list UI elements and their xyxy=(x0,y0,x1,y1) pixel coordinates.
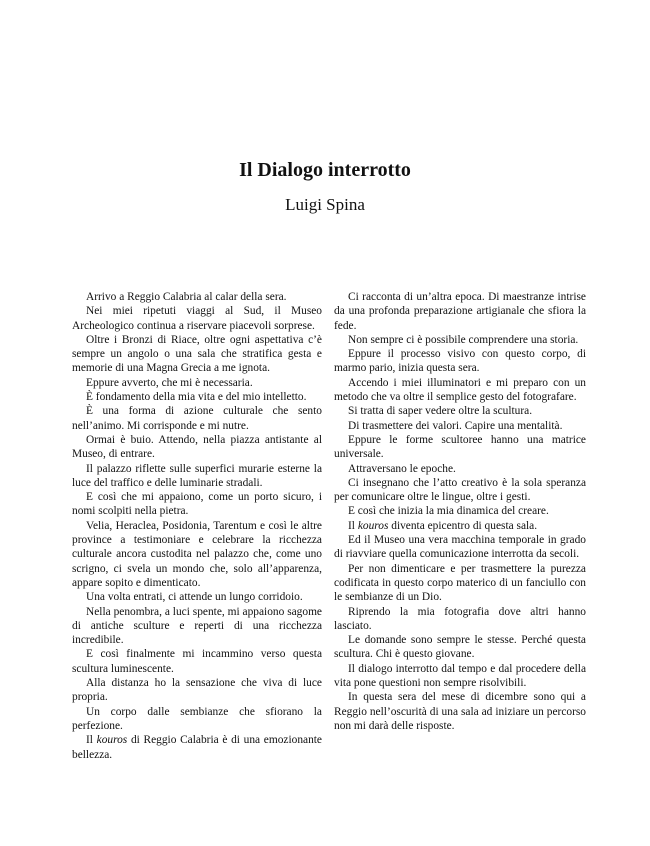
paragraph: Per non dimenticare e per trasmettere la purezza codificata in questo corpo materico di un fanciullo con le sembianze di un Dio. xyxy=(334,562,586,604)
paragraph-text: Il xyxy=(86,734,97,747)
paragraph: E così che inizia la mia dinamica del creare. xyxy=(348,505,549,518)
paragraph: Ci racconta di un’altra epoca. Di maestranze intrise da una profonda preparazione artigianale che sfiora la fede. xyxy=(334,291,586,332)
paragraph: In questa sera del mese di dicembre sono qui a Reggio nell’oscurità di una sala ad iniziare un percorso non mi darà delle risposte. xyxy=(334,691,586,732)
paragraph: Ed il Museo una vera macchina temporale in grado di riavviare quella comunicazione interrotta da secoli. xyxy=(334,534,586,561)
paragraph: Accendo i miei illuminatori e mi preparo con un metodo che va oltre il semplice gesto del fotografare. xyxy=(334,376,586,404)
paragraph: Il dialogo interrotto dal tempo e dal procedere della vita pone questioni non sempre risolvibili. xyxy=(334,662,586,690)
paragraph: Nella penombra, a luci spente, mi appaiono sagome di antiche sculture e reperti di una ricchezza incredibile. xyxy=(72,605,322,647)
italic-term: kouros xyxy=(96,734,128,747)
paragraph: Nei miei ripetuti viaggi al Sud, il Museo Archeologico continua a riservare piacevoli sorprese. xyxy=(72,305,322,332)
paragraph: Una volta entrati, ci attende un lungo corridoio. xyxy=(86,591,303,604)
paragraph-text: di Reggio Calabria è di una emozionante bellezza. xyxy=(72,734,322,761)
paragraph: Il palazzo riflette sulle superfici murarie esterne la luce del traffico e delle luminarie stradali. xyxy=(72,462,322,489)
paragraph xyxy=(72,733,322,762)
paragraph: Eppure il processo visivo con questo corpo, di marmo pario, inizia questa sera. xyxy=(334,348,586,375)
paragraph: E così che mi appaiono, come un porto sicuro, i nomi scolpiti nella pietra. xyxy=(72,491,322,518)
paragraph: E così finalmente mi incammino verso questa scultura luminescente. xyxy=(72,648,322,675)
paragraph xyxy=(334,519,586,533)
paragraph-text: diventa epicentro di questa sala. xyxy=(388,519,538,532)
paragraph: Velia, Heraclea, Posidonia, Tarentum e così le altre province a testimoniare e celebrare la ricchezza culturale ancora custodita nel palazzo che, come uno scrigno, ci svela un mondo che, solo all’apparenza, appare sopito e dimenticato. xyxy=(72,519,322,589)
article-title: Il Dialogo interrotto xyxy=(239,159,411,181)
paragraph: Non sempre ci è possibile comprendere una storia. xyxy=(348,333,579,346)
paragraph: Eppure avverto, che mi è necessaria. xyxy=(86,376,253,389)
paragraph-text: Il xyxy=(348,519,358,532)
italic-term: kouros xyxy=(357,519,389,532)
paragraph: Alla distanza ho la sensazione che viva di luce propria. xyxy=(72,677,322,704)
paragraph: Un corpo dalle sembianze che sfiorano la perfezione. xyxy=(72,705,322,732)
author-name: Luigi Spina xyxy=(285,195,365,214)
paragraph: Di trasmettere dei valori. Capire una mentalità. xyxy=(348,419,563,432)
paragraph: Riprendo la mia fotografia dove altri hanno lasciato. xyxy=(334,605,586,632)
paragraph: È fondamento della mia vita e del mio intelletto. xyxy=(86,391,307,404)
left-text-column xyxy=(72,290,322,762)
paragraph: Arrivo a Reggio Calabria al calar della sera. xyxy=(86,291,287,303)
paragraph: Le domande sono sempre le stesse. Perché questa scultura. Chi è questo giovane. xyxy=(334,634,586,661)
paragraph: È una forma di azione culturale che sento nell’animo. Mi corrisponde e mi nutre. xyxy=(72,405,322,432)
paragraph: Oltre i Bronzi di Riace, oltre ogni aspettativa c’è sempre un angolo o una sala che stratifica gesta e memorie di una Magna Grecia a me ignota. xyxy=(72,333,322,375)
paragraph: Eppure le forme scultoree hanno una matrice universale. xyxy=(334,433,586,461)
paragraph: Attraversano le epoche. xyxy=(348,462,456,475)
paragraph: Ormai è buio. Attendo, nella piazza antistante al Museo, di entrare. xyxy=(72,433,322,461)
paragraph: Ci insegnano che l’atto creativo è la sola speranza per comunicare oltre le lingue, oltre i gesti. xyxy=(334,476,586,504)
right-text-column xyxy=(334,290,586,733)
paragraph: Si tratta di saper vedere oltre la scultura. xyxy=(348,405,533,418)
